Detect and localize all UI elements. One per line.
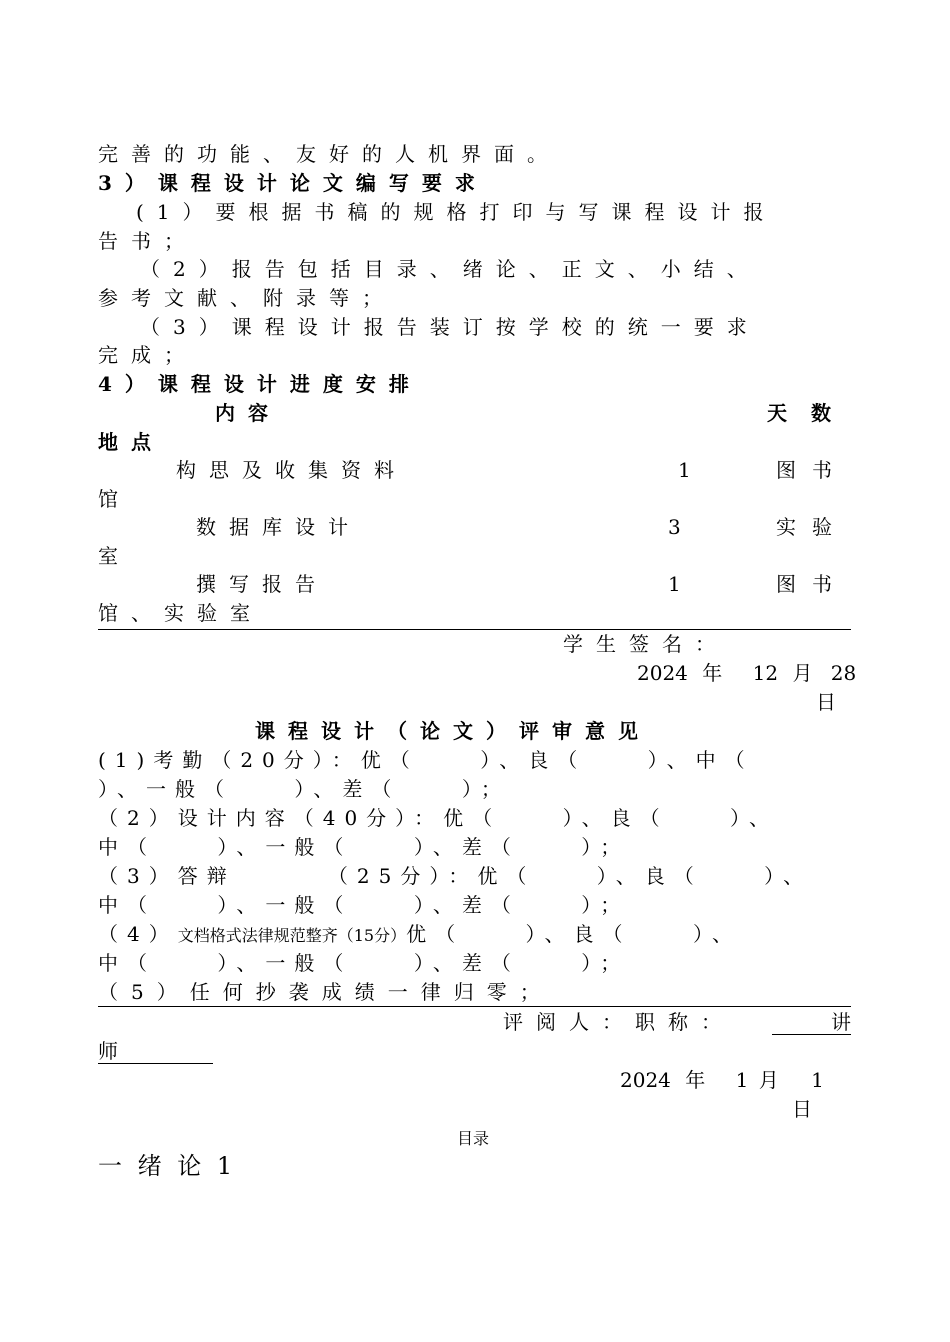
review-criterion-4-rest: 优（ ）、良（ ）、 <box>406 922 741 946</box>
schedule-row-2-days: 3 <box>668 515 681 539</box>
schedule-col-content: 内容 <box>215 401 281 425</box>
schedule-row-3-place-cont: 馆、实验室 <box>98 601 263 625</box>
schedule-row-1-place: 图书 <box>776 458 848 482</box>
requirement-item-2: （2）报告包括目录、绪论、正文、小结、 <box>140 257 760 281</box>
reviewer-month-unit: 月 <box>758 1068 779 1092</box>
schedule-row-3-place: 图书 <box>776 572 848 596</box>
reviewer-year-unit: 年 <box>685 1068 706 1092</box>
reviewer-day-unit: 日 <box>792 1097 812 1121</box>
schedule-row-2-content: 数据库设计 <box>196 515 361 539</box>
toc-entry[interactable]: 一 绪 论 1 <box>98 1152 237 1180</box>
reviewer-title-field <box>772 1010 851 1035</box>
reviewer-year: 2024 <box>620 1068 671 1092</box>
schedule-row-1-content: 构思及收集资料 <box>176 458 407 482</box>
schedule-row-1-place-cont: 馆 <box>98 487 118 511</box>
reviewer-label: 评阅人：职称： <box>503 1010 734 1034</box>
reviewer-date <box>620 1068 824 1092</box>
divider-1 <box>98 629 851 630</box>
student-sign-date <box>637 661 856 685</box>
schedule-heading: 4）课程设计进度安排 <box>98 372 422 396</box>
review-criterion-2: （2）设计内容（40分）：优（ ）、良（ ）、 <box>98 806 779 830</box>
intro-line: 完善的功能、友好的人机界面。 <box>98 142 560 166</box>
requirements-heading: 3）课程设计论文编写要求 <box>98 171 488 195</box>
schedule-row-2-place-cont: 室 <box>98 544 118 568</box>
review-criterion-3-cont: 中（ ）、一般（ ）、差（ ）； <box>98 893 630 917</box>
review-criterion-4-text: 文档格式法律规范整齐（15分） <box>177 926 407 945</box>
review-criterion-5: （5）任何抄袭成绩一律归零； <box>98 980 553 1004</box>
review-criterion-3: （3）答辩 （25分）：优（ ）、良（ ）、 <box>98 864 813 888</box>
review-criterion-4-cont: 中（ ）、一般（ ）、差（ ）； <box>98 951 630 975</box>
review-criterion-1: (1)考勤（20分）：优（ ）、良（ ）、中（ <box>98 748 754 772</box>
reviewer-title-part2: 师 <box>98 1039 213 1064</box>
student-sign-month: 12 <box>752 661 779 685</box>
reviewer-title-cont <box>98 1039 213 1064</box>
toc-title: 目录 <box>457 1129 490 1148</box>
student-sign-year-unit: 年 <box>702 661 723 685</box>
student-sign-year: 2024 <box>637 661 688 685</box>
schedule-col-place: 地点 <box>98 430 164 454</box>
schedule-row-3-days: 1 <box>668 572 681 596</box>
student-sign-month-unit: 月 <box>792 661 813 685</box>
schedule-col-days: 天数 <box>767 401 855 425</box>
review-criterion-1-cont: ）、一般（ ）、差（ ）； <box>98 777 510 801</box>
student-sign-day: 28 <box>830 661 857 685</box>
review-criterion-2-cont: 中（ ）、一般（ ）、差（ ）； <box>98 835 630 859</box>
review-title: 课程设计（论文）评审意见 <box>255 719 651 743</box>
requirement-item-2-cont: 参考文献、附录等； <box>98 286 395 310</box>
reviewer-month: 1 <box>735 1068 749 1092</box>
review-criterion-4 <box>98 922 741 948</box>
schedule-row-2-place: 实验 <box>776 515 848 539</box>
student-sign-label: 学生签名： <box>563 632 728 656</box>
requirement-item-3: （3）课程设计报告装订按学校的统一要求 <box>140 315 760 339</box>
requirement-item-3-cont: 完成； <box>98 343 197 367</box>
schedule-row-1-days: 1 <box>678 458 691 482</box>
schedule-row-3-content: 撰写报告 <box>196 572 328 596</box>
requirement-item-1-cont: 告书； <box>98 229 197 253</box>
review-criterion-4-prefix: （4） <box>98 922 178 946</box>
reviewer-day: 1 <box>811 1068 824 1092</box>
requirement-item-1: (1）要根据书稿的规格打印与写课程设计报 <box>136 200 777 224</box>
student-sign-day-unit: 日 <box>816 690 836 714</box>
divider-2 <box>98 1006 851 1007</box>
reviewer-title-part1: 讲 <box>772 1010 851 1035</box>
